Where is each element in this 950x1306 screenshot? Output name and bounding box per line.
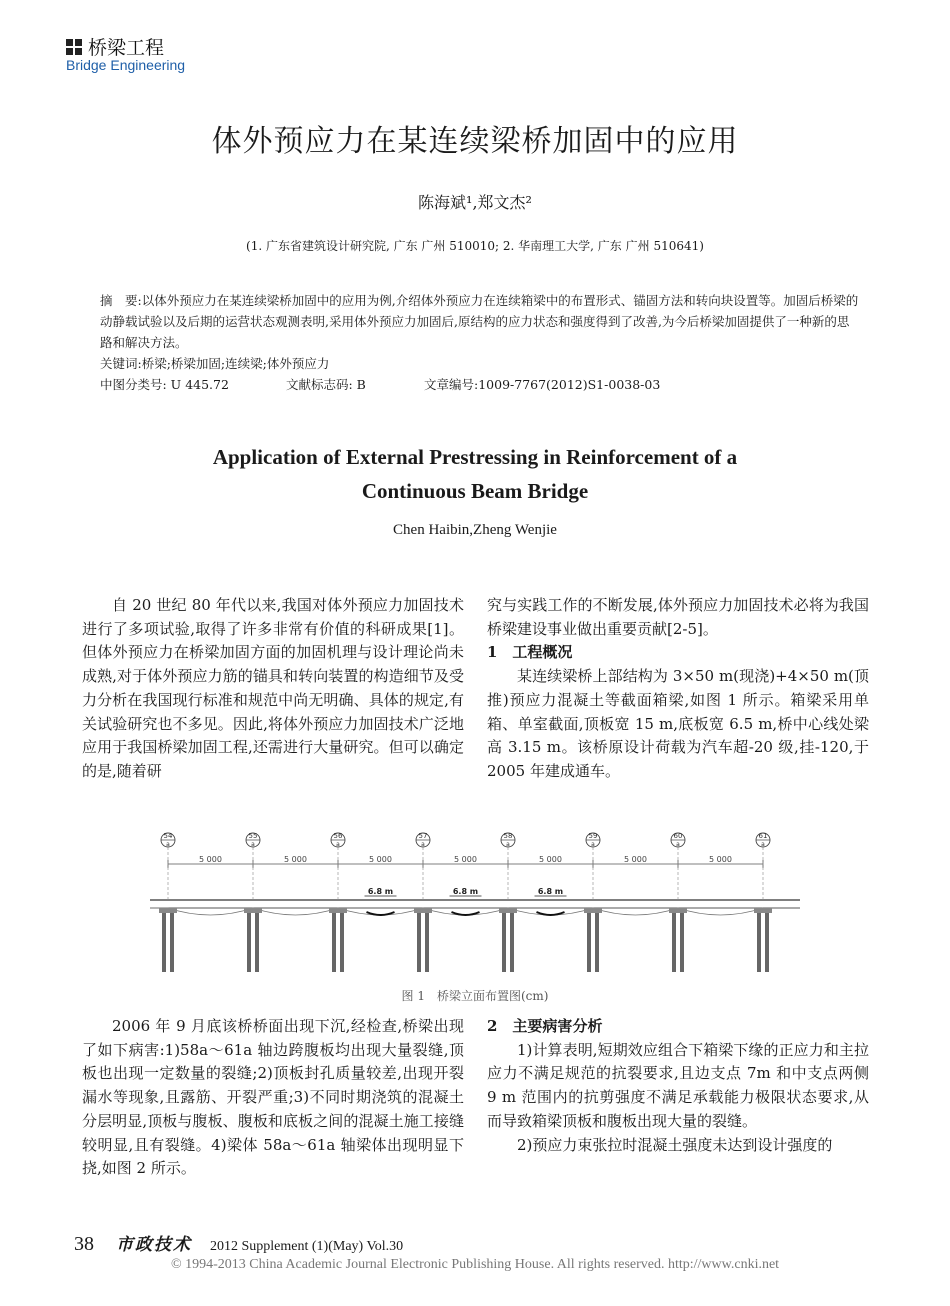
paragraph-intro: 自 20 世纪 80 年代以来,我国对体外预应力加固技术进行了多项试验,取得了许多非常有价值的科研成果[1]。但体外预应力在桥梁加固方面的加固机理与设计理论尚未成熟,对于体外预应力筋的锚具和转向装置的构造细节及受力分析在我国现行标准和规范中尚无明确、具体的规定,有关试验研究也不多见。因此,将体外预应力加固技术广泛地应用于我国桥梁加固工程,还需进行大量研究。但可以确定的是,随着研	[82, 596, 464, 780]
abstract	[100, 290, 860, 353]
pier-cap	[244, 908, 262, 913]
figure-caption: 图 1 桥梁立面布置图(cm)	[401, 989, 549, 1003]
pier-number-label: 56	[333, 832, 343, 840]
heading-section-2: 2 主要病害分析	[487, 1017, 603, 1035]
paragraph-overview: 某连续梁桥上部结构为 3×50 m(现浇)+4×50 m(顶推)预应力混凝土等截面箱梁,如图 1 所示。箱梁采用单箱、单室截面,顶板宽 15 m,底板宽 6.5 m,桥中心线处梁高 3.15 m。该桥原设计荷载为汽车超-20 级,挂-120,于 2005 年建成通车。	[487, 667, 869, 780]
pier-column	[765, 908, 769, 972]
journal-name: 市政技术	[116, 1235, 192, 1255]
pier-cap	[414, 908, 432, 913]
pier-column	[425, 908, 429, 972]
english-title	[0, 440, 950, 508]
span-length-label: 5 000	[369, 855, 392, 864]
pier-cap	[754, 908, 772, 913]
clc-number: 中图分类号: U 445.72	[100, 377, 229, 392]
pier-column	[417, 908, 421, 972]
section-title-zh: 桥梁工程	[88, 37, 165, 59]
pier-column	[340, 908, 344, 972]
left-column-top	[82, 594, 464, 784]
pier-cap	[159, 908, 177, 913]
pier-number-label: 59	[588, 832, 598, 840]
pier-column	[510, 908, 514, 972]
english-authors: Chen Haibin,Zheng Wenjie	[393, 522, 557, 538]
pier-cap	[584, 908, 602, 913]
paragraph-analysis-1: 1)计算表明,短期效应组合下箱梁下缘的正应力和主拉应力不满足规范的抗裂要求,且边支点 7m 和中支点两侧 9 m 范围内的抗剪强度不满足承载能力极限状态要求,从而导致箱梁顶板和腹板出现大量的裂缝。	[487, 1040, 869, 1130]
pier-column	[672, 908, 676, 972]
pier-column	[502, 908, 506, 972]
pier-column	[332, 908, 336, 972]
pier-column	[162, 908, 166, 972]
keywords: 关键词:桥梁;桥梁加固;连续梁;体外预应力	[100, 356, 330, 371]
pier-suffix-label: a	[336, 841, 340, 848]
affiliation: (1. 广东省建筑设计研究院, 广东 广州 510010; 2. 华南理工大学, 广东 广州 510641)	[246, 239, 704, 253]
pier-number-label: 54	[163, 832, 173, 840]
section-title-en: Bridge Engineering	[66, 57, 186, 73]
abstract-text: 以体外预应力在某连续梁桥加固中的应用为例,介绍体外预应力在连续箱梁中的布置形式、锚固方法和转向块设置等。加固后桥梁的动静载试验以及后期的运营状态观测表明,采用体外预应力加固后,原结构的应力状态和强度得到了改善,为今后桥梁加固提供了一种新的思路和解决方法。	[100, 293, 859, 350]
external-tendon	[537, 912, 565, 915]
right-column-bottom	[487, 1015, 869, 1157]
pier-number-label: 61	[758, 832, 768, 840]
tendon-length-label: 6.8 m	[367, 887, 394, 896]
issue-info: 2012 Supplement (1)(May) Vol.30	[210, 1239, 404, 1254]
external-tendon	[367, 912, 395, 915]
left-column-bottom	[82, 1015, 464, 1181]
pier-group	[159, 832, 772, 972]
pier-suffix-label: a	[761, 841, 765, 848]
span-length-label: 5 000	[199, 855, 222, 864]
span-dimensions	[168, 855, 763, 868]
abstract-block	[100, 290, 860, 395]
pier-suffix-label: a	[591, 841, 595, 848]
span-length-label: 5 000	[539, 855, 562, 864]
span-length-label: 5 000	[284, 855, 307, 864]
paragraph-intro-cont: 究与实践工作的不断发展,体外预应力加固技术必将为我国桥梁建设事业做出重要贡献[2-5]。	[487, 596, 869, 638]
pier-suffix-label: a	[421, 841, 425, 848]
english-title-line-1: Application of External Prestressing in Reinforcement of a	[212, 445, 738, 469]
pier-column	[757, 908, 761, 972]
span-length-label: 5 000	[624, 855, 647, 864]
pier-number-label: 55	[248, 832, 258, 840]
bridge-elevation-figure	[150, 822, 800, 982]
document-code: 文献标志码: B	[286, 377, 366, 392]
tendon-length-label: 6.8 m	[537, 887, 564, 896]
pier-number-label: 57	[418, 832, 428, 840]
pier-suffix-label: a	[166, 841, 170, 848]
pier-suffix-label: a	[676, 841, 680, 848]
heading-section-1: 1 工程概况	[487, 643, 573, 662]
span-length-label: 5 000	[709, 855, 732, 864]
copyright-notice: © 1994-2013 China Academic Journal Electronic Publishing House. All rights reserved. http://www.cnki.net	[170, 1257, 780, 1272]
pier-suffix-label: a	[251, 841, 255, 848]
paper-title: 体外预应力在某连续梁桥加固中的应用	[211, 124, 739, 159]
page-footer	[74, 1230, 403, 1256]
page-number: 38	[74, 1233, 94, 1255]
article-number: 文章编号:1009-7767(2012)S1-0038-03	[424, 377, 661, 392]
pier-column	[255, 908, 259, 972]
pier-number-label: 58	[503, 832, 513, 840]
authors: 陈海斌¹,郑文杰²	[418, 193, 532, 212]
pier-column	[595, 908, 599, 972]
abstract-label: 摘 要:	[100, 293, 142, 308]
tendon-labels	[365, 887, 567, 915]
span-length-label: 5 000	[454, 855, 477, 864]
pier-cap	[499, 908, 517, 913]
pier-column	[680, 908, 684, 972]
pier-cap	[669, 908, 687, 913]
pier-cap	[329, 908, 347, 913]
paragraph-defects: 2006 年 9 月底该桥桥面出现下沉,经检查,桥梁出现了如下病害:1)58a～61a 轴边跨腹板均出现大量裂缝,顶板也出现一定数量的裂缝;2)顶板封孔质量较差,出现开裂漏水等现象,且露筋、开裂严重;3)不同时期浇筑的混凝土分层明显,顶板与腹板、腹板和底板之间的混凝土施工接缝较明显,且有裂缝。4)梁体 58a～61a 轴梁体出现明显下挠,如图 2 所示。	[82, 1017, 464, 1178]
english-title-line-2: Continuous Beam Bridge	[361, 479, 589, 503]
pier-suffix-label: a	[506, 841, 510, 848]
right-column-top	[487, 594, 869, 784]
pier-column	[587, 908, 591, 972]
external-tendon	[452, 912, 480, 915]
tendon-length-label: 6.8 m	[452, 887, 479, 896]
paragraph-analysis-2: 2)预应力束张拉时混凝土强度未达到设计强度的	[517, 1135, 833, 1154]
section-mark-icon	[66, 39, 82, 55]
pier-column	[247, 908, 251, 972]
section-header	[66, 33, 164, 60]
pier-number-label: 60	[673, 832, 683, 840]
pier-column	[170, 908, 174, 972]
classification-row	[100, 374, 860, 395]
